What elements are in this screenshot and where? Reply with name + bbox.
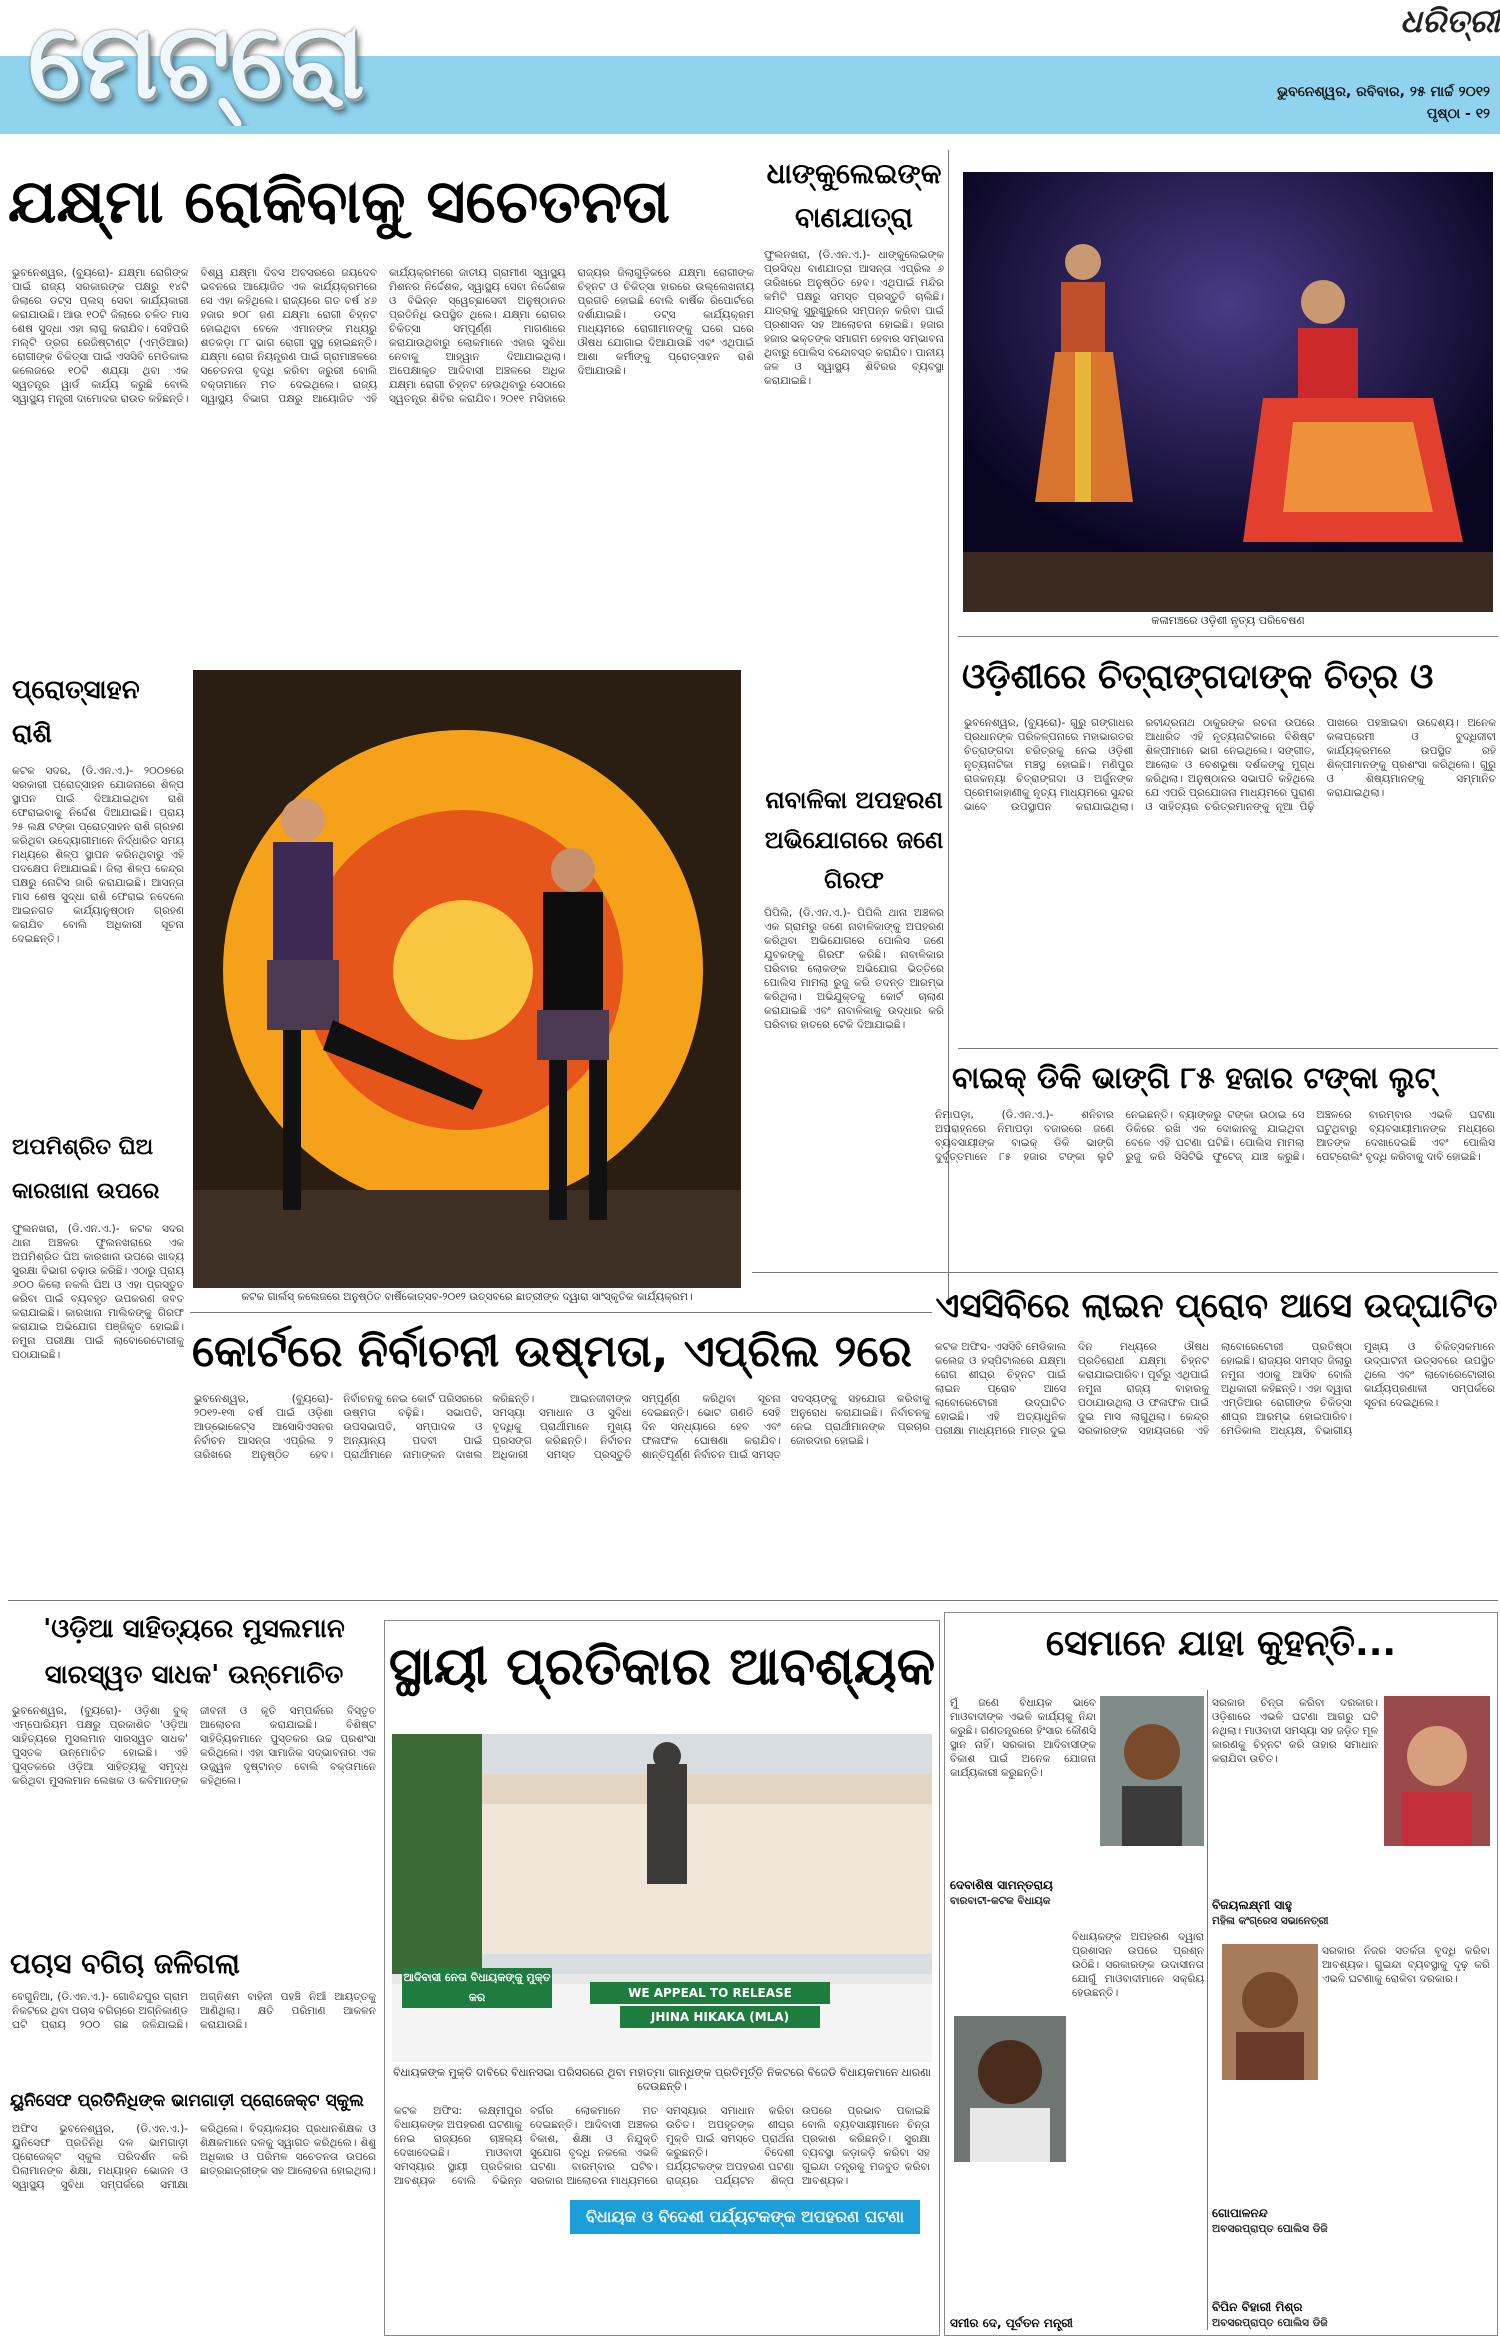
portrait-1 — [1100, 1696, 1204, 1846]
ghee-headline: ଅପମିଶ୍ରିତ ଘିଅ କାରଖାନା ଉପରେ — [12, 1135, 160, 1204]
section-title: ମେଟ୍ରୋ — [28, 0, 365, 122]
college-photo — [193, 670, 741, 1288]
quote-2: ସରକାର ଚିନ୍ତା କରିବା ଦରକାର। ଓଡ଼ିଶାରେ ଏଭଳି ଘଟଣା ଆଗରୁ ଘଟି ନଥିଲା। ମାଓବାଦୀ ସମସ୍ୟା ସହ ଜଡ଼ିତ ମୂଳ କାରଣକୁ ଚିହ୍ନଟ କରି ତାହାର ସମାଧାନ କରାଯିବା ଉଚିତ। — [1212, 1697, 1378, 1765]
rule — [958, 1048, 1498, 1049]
rule — [958, 636, 1498, 637]
unicef-headline: ୟୁନିସେଫ ପ୍ରତିନିଧିଙ୍କ ଭାମଗାଡ଼ୀ ପ୍ରୋଜେକ୍ଟ ସ୍କୁଲ — [10, 2091, 364, 2111]
lineprobe-headline: ଏସସିବିରେ ଲାଇନ ପ୍ରୋବ ଆସେ ଉଦ୍‌ଘାଟିତ — [935, 1286, 1498, 1326]
yatra-headline: ଧାଙ୍କୁଲେଇଙ୍କ ବାଣଯାତ୍ରା — [766, 157, 942, 234]
chitrangada-body: ଭୁବନେଶ୍ୱର, (ବ୍ୟୁରୋ)- ଗୁରୁ ଗଙ୍ଗାଧର ପ୍ରଧାନଙ୍କ ପରିକଳ୍ପନାରେ ମହାଭାରତର ଚିତ୍ରାଙ୍ଗଦା ଚରିତ୍ରକୁ ନେଇ ଓଡ଼ିଶୀ ନୃତ୍ୟନାଟିକା ମଞ୍ଚସ୍ଥ ହୋଇଛି। ମଣିପୁର ରାଜକନ୍ୟା ଚିତ୍ରାଙ୍ଗଦା ଓ ଅର୍ଜୁନଙ୍କ ପ୍ରେମକାହାଣୀକୁ ନୃତ୍ୟ ମାଧ୍ୟମରେ ସୁନ୍ଦର ଭାବେ ଉପସ୍ଥାପନ କରାଯାଇଥିଲା। ରବୀନ୍ଦ୍ରନାଥ ଠାକୁରଙ୍କ ରଚନା ଉପରେ ଆଧାରିତ ଏହି ନୃତ୍ୟନାଟିକାରେ ବିଶିଷ୍ଟ ଶିଳ୍ପୀମାନେ ଭାଗ ନେଇଥିଲେ। ସଙ୍ଗୀତ, ଆଲୋକ ଓ ବେଶଭୂଷା ଦର୍ଶକଙ୍କୁ ମୁଗ୍ଧ କରିଥିଲା। ଅନୁଷ୍ଠାନର ସଭାପତି କହିଥିଲେ ଯେ ଏପରି ପ୍ରଯୋଜନା ମାଧ୍ୟମରେ ପୁରାଣ ଓ ସାହିତ୍ୟର ଚରିତ୍ରମାନଙ୍କୁ ନୂଆ ପିଢ଼ି ପାଖରେ ପହଞ୍ଚାଇବା ଉଦ୍ଦେଶ୍ୟ। ଅନେକ କଳାପ୍ରେମୀ ଓ ବୁଦ୍ଧିଜୀବୀ କାର୍ଯ୍ୟକ୍ରମରେ ଉପସ୍ଥିତ ରହି ଶିଳ୍ପୀମାନଙ୍କୁ ପ୍ରଶଂସା କରିଥିଲେ। ଗୁରୁ ଓ ଶିଷ୍ୟମାନଙ୍କୁ ସମ୍ମାନିତ କରାଯାଇଥିଲା। — [964, 717, 1496, 813]
garden-headline: ପଚାସ ବଗିଚା ଜଳିଗଲା — [10, 1947, 240, 1980]
remedy-highlight: ବିଧାୟକ ଓ ବିଦେଶୀ ପର୍ଯ୍ୟଟକଙ୍କ ଅପହରଣ ଘଟଣା — [570, 2200, 920, 2234]
portrait-3 — [954, 2016, 1066, 2162]
portrait-2 — [1384, 1696, 1490, 1846]
role-4: ଅବସରପ୍ରାପ୍ତ ପୋଲିସ ଡିଜି — [1212, 2317, 1328, 2329]
quote-1: ମୁଁ ଜଣେ ବିଧାୟକ ଭାବେ ମାଓବାଦୀଙ୍କ ଏଭଳି କାର୍ଯ୍ୟକୁ ନିନ୍ଦା କରୁଛି। ଗଣତନ୍ତ୍ରରେ ହିଂସାର କୌଣସି ସ୍ଥାନ ନାହିଁ। ସରକାର ଆଦିବାସୀଙ୍କ ବିକାଶ ପାଇଁ ଅନେକ ଯୋଜନା କାର୍ଯ୍ୟକାରୀ କରୁଛନ୍ତି। — [950, 1697, 1096, 1779]
name-3: ଗୋପାଳନନ୍ଦ — [1212, 2206, 1268, 2220]
tb-headline: ଯକ୍ଷ୍ମା ରୋକିବାକୁ ସଚେତନତା — [8, 167, 670, 237]
dance-photo — [963, 172, 1493, 612]
name-2: ବିଜୟଲକ୍ଷ୍ମୀ ସାହୁ — [1212, 1898, 1292, 1912]
assembly-photo-caption: ବିଧାୟକଙ୍କ ମୁକ୍ତି ଦାବିରେ ବିଧାନସଭା ପରିସରରେ ଥିବା ମହାତ୍ମା ଗାନ୍ଧିଙ୍କ ପ୍ରତିମୂର୍ତ୍ତି ନିକଟରେ ବିଜେଡି ବିଧାୟକମାନେ ଧାରଣା ଦେଉଛନ୍ତି। — [393, 2066, 931, 2093]
assembly-banner-3: JHINA HIKAKA (MLA) — [620, 2006, 820, 2028]
rule — [752, 1272, 1498, 1273]
name-4: ବିପିନ ବିହାରୀ ମିଶ୍ର — [1212, 2300, 1303, 2314]
bike-headline: ବାଇକ୍ ଡିକି ଭାଙ୍ଗି ୮୫ ହଜାର ଟଙ୍କା ଲୁଟ୍ — [952, 1061, 1436, 1096]
footer-name: ସମୀର ଦେ, ପୂର୍ବତନ ମନ୍ତ୍ରୀ — [950, 2316, 1073, 2330]
bike-body: ନିମାପଡ଼ା, (ଡି.ଏନ.ଏ.)- ଶନିବାର ଅପରାହ୍ନରେ ନିମାପଡ଼ା ବଜାରରେ ଜଣେ ବ୍ୟବସାୟୀଙ୍କ ବାଇକ୍ ଡିକି ଭାଙ୍ଗି ଦୁର୍ବୃତ୍ତମାନେ ୮୫ ହଜାର ଟଙ୍କା ଲୁଟି ନେଇଛନ୍ତି। ବ୍ୟାଙ୍କରୁ ଟଙ୍କା ଉଠାଇ ସେ ଡିକିରେ ରଖି ଏକ ଦୋକାନକୁ ଯାଇଥିବା ବେଳେ ଏହି ଘଟଣା ଘଟିଛି। ପୋଲିସ ମାମଲା ରୁଜୁ କରି ସିସିଟିଭି ଫୁଟେଜ୍ ଯାଞ୍ଚ କରୁଛି। ଅଞ୍ଚଳରେ ବାରମ୍ବାର ଏଭଳି ଘଟଣା ଘଟୁଥିବାରୁ ବ୍ୟବସାୟୀମାନଙ୍କ ମଧ୍ୟରେ ଆତଙ୍କ ଦେଖାଦେଇଛି ଏବଂ ପୋଲିସ ପେଟ୍ରୋଲିଂ ବୃଦ୍ଧି କରିବାକୁ ଦାବି ହୋଇଛି। — [935, 1109, 1495, 1163]
role-1: ବାରବାଟୀ-କଟକ ବିଧାୟକ — [950, 1895, 1051, 1907]
unicef-body: ଅଫିସ ଭୁବନେଶ୍ୱର, (ଡି.ଏନ.ଏ.)- ୟୁନିସେଫ ପ୍ରତିନିଧି ଦଳ ଭାମଗାଡ଼ୀ ପ୍ରୋଜେକ୍ଟ ସ୍କୁଲ ପରିଦର୍ଶନ କରି ପିଲାମାନଙ୍କ ଶିକ୍ଷା, ମଧ୍ୟାହ୍ନ ଭୋଜନ ଓ ସ୍ୱାସ୍ଥ୍ୟ ସୁବିଧା ସମ୍ପର୍କରେ ସମୀକ୍ଷା କରିଥିଲେ। ବିଦ୍ୟାଳୟର ପ୍ରଧାନଶିକ୍ଷକ ଓ ଶିକ୍ଷକମାନେ ଦଳକୁ ସ୍ୱାଗତ କରିଥିଲେ। ଶିଶୁ ଅଧିକାର ଓ ପରିମଳ ସଚେତନତା ଉପରେ ଛାତ୍ରଛାତ୍ରୀଙ୍କ ସହ ଆଲୋଚନା ହୋଇଥିଲା। — [12, 2123, 376, 2191]
rule — [190, 1312, 932, 1313]
dateline: ଭୁବନେଶ୍ୱର, ରବିବାର, ୨୫ ମାର୍ଚ୍ଚ ୨୦୧୨ — [1277, 84, 1490, 100]
court-body: ଭୁବନେଶ୍ୱର, (ବ୍ୟୁରୋ)- ୨୦୧୨-୧୩ ବର୍ଷ ପାଇଁ ଓଡ଼ିଶା ଆଡ୍ଭୋକେଟ୍ସ ଆସୋସିଏସନର ନିର୍ବାଚନ ଆସନ୍ତା ଏପ୍ରିଲ ୨ ତାରିଖରେ ଅନୁଷ୍ଠିତ ହେବ। ନିର୍ବାଚନକୁ ନେଇ କୋର୍ଟ ପରିସରରେ ଉଷ୍ମତା ବଢ଼ିଛି। ସଭାପତି, ଉପସଭାପତି, ସମ୍ପାଦକ ଓ ଅନ୍ୟାନ୍ୟ ପଦବୀ ପାଇଁ ପ୍ରାର୍ଥୀମାନେ ନାମାଙ୍କନ ଦାଖଲ କରିଛନ୍ତି। ଆଇନଜୀବୀଙ୍କ ସମସ୍ୟା ସମାଧାନ ଓ ସୁବିଧା ବୃଦ୍ଧିକୁ ପ୍ରାର୍ଥୀମାନେ ମୁଖ୍ୟ ପ୍ରସଙ୍ଗ କରିଛନ୍ତି। ନିର୍ବାଚନ ଅଧିକାରୀ ସମସ୍ତ ପ୍ରସ୍ତୁତି ସମ୍ପୂର୍ଣ୍ଣ କରିଥିବା ସୂଚନା ଦେଇଛନ୍ତି। ଭୋଟ ଗଣତି ସେହି ଦିନ ସନ୍ଧ୍ୟାରେ ହେବ ଏବଂ ଫଳାଫଳ ଘୋଷଣା କରାଯିବ। ଶାନ୍ତିପୂର୍ଣ୍ଣ ନିର୍ବାଚନ ପାଇଁ ସମସ୍ତ ସଦସ୍ୟଙ୍କୁ ସହଯୋଗ କରିବାକୁ ଅନୁରୋଧ କରାଯାଇଛି। ନିର୍ବାଚନକୁ ନେଇ ପ୍ରାର୍ଥୀମାନଙ୍କ ପ୍ରଚାର ଜୋରଦାର ହୋଇଛି। — [194, 1393, 930, 1461]
assembly-banner-1: ଆଦିବାସୀ ନେତା ବିଧାୟକଙ୍କୁ ମୁକ୍ତ କର — [402, 1968, 552, 2008]
quote-3: ବିଧାୟକଙ୍କ ଅପହରଣ ଦ୍ୱାରା ପ୍ରଶାସନ ଉପରେ ପ୍ରଶ୍ନ ଉଠିଛି। ସରକାରଙ୍କ ଉଦାସୀନତା ଯୋଗୁଁ ମାଓବାଦୀମାନେ ସକ୍ରିୟ ହେଉଛନ୍ତି। — [1072, 1931, 1204, 1999]
opinions-headline: ସେମାନେ ଯାହା କୁହନ୍ତି... — [1045, 1623, 1397, 1664]
lineprobe-body: କଟକ ଅଫିସ- ଏସସିବି ମେଡିକାଲ କଲେଜ ଓ ହସ୍ପିଟାଲରେ ଯକ୍ଷ୍ମା ରୋଗ ଶୀଘ୍ର ଚିହ୍ନଟ ପାଇଁ ଲାଇନ ପ୍ରୋବ ଆସେ ଲାବୋରେଟୋରୀ ଉଦ୍‌ଘାଟିତ ହୋଇଛି। ଏହି ଅତ୍ୟାଧୁନିକ ପରୀକ୍ଷା ମାଧ୍ୟମରେ ମାତ୍ର ଦୁଇ ଦିନ ମଧ୍ୟରେ ଔଷଧ ପ୍ରତିରୋଧୀ ଯକ୍ଷ୍ମା ଚିହ୍ନଟ କରାଯାଇପାରିବ। ପୂର୍ବରୁ ଏଥିପାଇଁ ନମୁନା ରାଜ୍ୟ ବାହାରକୁ ପଠାଯାଉଥିଲା ଓ ଫଳାଫଳ ପାଇଁ ଦୁଇ ମାସ ଲାଗୁଥିଲା। କେନ୍ଦ୍ର ସରକାରଙ୍କ ସହାୟତାରେ ଏହି ଲାବୋରେଟୋରୀ ପ୍ରତିଷ୍ଠା ହୋଇଛି। ରାଜ୍ୟର ସମସ୍ତ ଜିଲାରୁ ନମୁନା ଏଠାକୁ ଆସିବ ବୋଲି ଅଧିକାରୀ କହିଛନ୍ତି। ଏହା ଦ୍ୱାରା ଏମ୍ଡିଆର ରୋଗୀଙ୍କ ଚିକିତ୍ସା ଶୀଘ୍ର ଆରମ୍ଭ ହୋଇପାରିବ। ମେଡିକାଲ ଅଧ୍ୟକ୍ଷ, ବିଭାଗୀୟ ମୁଖ୍ୟ ଓ ଚିକିତ୍ସକମାନେ ଉଦ୍‌ଘାଟନୀ ଉତ୍ସବରେ ଉପସ୍ଥିତ ଥିଲେ ଏବଂ ଲାବୋରେଟୋରୀର କାର୍ଯ୍ୟପ୍ରଣାଳୀ ସମ୍ପର୍କରେ ସୂଚନା ଦେଇଥିଲେ। — [935, 1341, 1495, 1437]
kidnap-body: ପିପିଲି, (ଡି.ଏନ.ଏ.)- ପିପିଲି ଥାନା ଅଞ୍ଚଳର ଏକ ଗ୍ରାମରୁ ଜଣେ ନାବାଳିକାଙ୍କୁ ଅପହରଣ କରିଥିବା ଅଭିଯୋଗରେ ପୋଲିସ ଜଣେ ଯୁବକଙ୍କୁ ଗିରଫ କରିଛି। ନାବାଳିକାର ପରିବାର ଲୋକଙ୍କ ଅଭିଯୋଗ ଭିତ୍ତିରେ ପୋଲିସ ମାମଲା ରୁଜୁ କରି ତଦନ୍ତ ଆରମ୍ଭ କରିଥିଲା। ଅଭିଯୁକ୍ତକୁ କୋର୍ଟ ଚାଲାଣ କରାଯାଇଛି ଏବଂ ନାବାଳିକାକୁ ଉଦ୍ଧାର କରି ପରିବାର ହାତରେ ଟେକି ଦିଆଯାଇଛି। — [764, 907, 944, 1031]
kidnap-headline: ନାବାଳିକା ଅପହରଣ ଅଭିଯୋଗରେ ଜଣେ ଗିରଫ — [764, 786, 944, 894]
tb-body: ଭୁବନେଶ୍ୱର, (ବ୍ୟୁରୋ)- ଯକ୍ଷ୍ମା ରୋଗିଙ୍କ ପାଇଁ ରାଜ୍ୟ ସରକାରଙ୍କ ପକ୍ଷରୁ ୧୪ଟି ଜିଲାରେ ଡଟ୍ସ ପ୍ଲସ୍ ସେବା କାର୍ଯ୍ୟକାରୀ କରାଯାଉଛି। ଆଉ ୧୦ଟି ଜିଲାରେ ଚଳିତ ମାସ ଶେଷ ସୁଦ୍ଧା ଏହା ଲାଗୁ କରାଯିବ। ସେହିପରି ମଲ୍ଟି ଡ୍ରଗ ରେଜିଷ୍ଟାଣ୍ଟ (ଏମ୍ଡିଆର) ରୋଗୀଙ୍କ ଚିକିତ୍ସା ପାଇଁ ଏସସିବି ମେଡିକାଲ କଲେଜରେ ୧୦ଟି ଶଯ୍ୟା ଥିବା ଏକ ସ୍ୱତନ୍ତ୍ର ୱାର୍ଡ କାର୍ଯ୍ୟ କରୁଛି ବୋଲି ସ୍ୱାସ୍ଥ୍ୟ ମନ୍ତ୍ରୀ ଦାମୋଦର ରାଉତ କହିଛନ୍ତି। ବିଶ୍ୱ ଯକ୍ଷ୍ମା ଦିବସ ଅବସରରେ ଜୟଦେବ ଭବନରେ ଆୟୋଜିତ ଏକ କାର୍ଯ୍ୟକ୍ରମରେ ସେ ଏହା କହିଥିଲେ। ରାଜ୍ୟରେ ଗତ ବର୍ଷ ୪୬ ହଜାର ୭୦୮ ଜଣ ଯକ୍ଷ୍ମା ରୋଗୀ ଚିହ୍ନଟ ହୋଇଥିବା ବେଳେ ଏମାନଙ୍କ ମଧ୍ୟରୁ ଶତକଡ଼ା ୮୮ ଭାଗ ରୋଗୀ ସୁସ୍ଥ ହୋଇଛନ୍ତି। ଯକ୍ଷ୍ମା ରୋଗ ନିୟନ୍ତ୍ରଣ ପାଇଁ ଗ୍ରାମାଞ୍ଚଳରେ ସଚେତନତା ବୃଦ୍ଧି କରିବା ଜରୁରୀ ବୋଲି ବକ୍ତାମାନେ ମତ ଦେଇଥିଲେ। ରାଜ୍ୟ ସ୍ୱାସ୍ଥ୍ୟ ବିଭାଗ ପକ୍ଷରୁ ଆୟୋଜିତ ଏହି କାର୍ଯ୍ୟକ୍ରମରେ ଜାତୀୟ ଗ୍ରାମୀଣ ସ୍ୱାସ୍ଥ୍ୟ ମିଶନର ନିର୍ଦ୍ଦେଶକ, ସ୍ୱାସ୍ଥ୍ୟ ସେବା ନିର୍ଦ୍ଦେଶକ ଓ ବିଭିନ୍ନ ସ୍ୱେଚ୍ଛାସେବୀ ଅନୁଷ୍ଠାନର ପ୍ରତିନିଧି ଉପସ୍ଥିତ ଥିଲେ। ଯକ୍ଷ୍ମା ରୋଗର ଚିକିତ୍ସା ସମ୍ପୂର୍ଣ୍ଣ ମାଗଣାରେ କରାଯାଉଥିବାରୁ ଲୋକମାନେ ଏହାର ସୁବିଧା ନେବାକୁ ଆହ୍ୱାନ ଦିଆଯାଇଥିଲା। ଅପେକ୍ଷାକୃତ ଆଦିବାସୀ ଅଞ୍ଚଳରେ ଅଧିକ ଯକ୍ଷ୍ମା ରୋଗୀ ଚିହ୍ନଟ ହେଉଥିବାରୁ ସେଠାରେ ସ୍ୱତନ୍ତ୍ର ଶିବିର କରାଯିବ। ୨୦୧୧ ମସିହାରେ ରାଜ୍ୟର ଜିଲାଗୁଡ଼ିକରେ ଯକ୍ଷ୍ମା ରୋଗୀଙ୍କ ଚିହ୍ନଟ ଓ ଚିକିତ୍ସା ହାରରେ ଉଲ୍ଲେଖନୀୟ ପ୍ରଗତି ହୋଇଛି ବୋଲି ବାର୍ଷିକ ରିପୋର୍ଟରେ ଦର୍ଶାଯାଇଛି। ଡଟ୍ସ କାର୍ଯ୍ୟକ୍ରମ ମାଧ୍ୟମରେ ରୋଗୀମାନଙ୍କୁ ଘରେ ଘରେ ଔଷଧ ଯୋଗାଇ ଦିଆଯାଉଛି ଏବଂ ଏଥିପାଇଁ ଆଶା କର୍ମୀଙ୍କୁ ପ୍ରୋତ୍ସାହନ ରାଶି ଦିଆଯାଉଛି। — [12, 267, 754, 405]
brand-logo: ଧରିତ୍ରୀ — [1400, 2, 1500, 40]
role-2: ମହିଳା କଂଗ୍ରେସ ସଭାନେତ୍ରୀ — [1212, 1915, 1329, 1927]
name-1: ଦେବାଶିଷ ସାମନ୍ତରାୟ — [950, 1878, 1053, 1892]
college-photo-caption: କଟକ ଗାର୍ଲସ୍ କଲେଜରେ ଅନୁଷ୍ଠିତ ବାର୍ଷିକୋତ୍ସବ-୨୦୧୨ ଉତ୍ସବରେ ଛାତ୍ରୀଙ୍କ ଦ୍ୱାରା ସାଂସ୍କୃତିକ କାର୍ଯ୍ୟକ୍ରମ। — [241, 1291, 693, 1303]
portrait-4 — [1222, 1944, 1318, 2080]
quote-4: ସରକାର ନିଜର ସତର୍କତା ବୃଦ୍ଧି କରିବା ଆବଶ୍ୟକ। ଗୁଇନ୍ଦା ବ୍ୟବସ୍ଥାକୁ ଦୃଢ଼ କରି ଏଭଳି ଘଟଣାକୁ ରୋକିବା ଦରକାର। — [1322, 1945, 1490, 1985]
yatra-body: ଫୁଲନଖରା, (ଡି.ଏନ.ଏ.)- ଧାଙ୍କୁଲେଇଙ୍କ ପ୍ରସିଦ୍ଧ ବାଣଯାତ୍ରା ଆସନ୍ତା ଏପ୍ରିଲ ୬ ତାରିଖରେ ଅନୁଷ୍ଠିତ ହେବ। ଏଥିପାଇଁ ମନ୍ଦିର କମିଟି ପକ୍ଷରୁ ସମସ୍ତ ପ୍ରସ୍ତୁତି ଚାଲିଛି। ଯାତ୍ରାକୁ ସୁରୁଖୁରୁରେ ସମ୍ପନ୍ନ କରିବା ପାଇଁ ପ୍ରଶାସନ ସହ ଆଲୋଚନା ହୋଇଛି। ହଜାର ହଜାର ଭକ୍ତଙ୍କ ସମାଗମ ହେବାର ସମ୍ଭାବନା ଥିବାରୁ ପୋଲିସ ବନ୍ଦୋବସ୍ତ କରାଯିବ। ପାନୀୟ ଜଳ ଓ ସ୍ୱାସ୍ଥ୍ୟ ଶିବିରର ବ୍ୟବସ୍ଥା କରାଯାଇଛି। — [764, 249, 944, 387]
sahitya-headline: 'ଓଡ଼ିଆ ସାହିତ୍ୟରେ ମୁସଲମାନ ସାରସ୍ୱତ ସାଧକ' ଉନ୍ମୋଚିତ — [43, 1614, 345, 1690]
bonus-headline: ପ୍ରୋତ୍ସାହନ ରାଶି — [12, 675, 140, 749]
remedy-headline: ସ୍ଥାୟୀ ପ୍ରତିକାର ଆବଶ୍ୟକ — [388, 1637, 936, 1697]
sahitya-body: ଭୁବନେଶ୍ୱର, (ବ୍ୟୁରୋ)- ଓଡ଼ିଶା ବୁକ୍ ଏମ୍ପୋରିୟମ ପକ୍ଷରୁ ପ୍ରକାଶିତ 'ଓଡ଼ିଆ ସାହିତ୍ୟରେ ମୁସଲମାନ ସାରସ୍ୱତ ସାଧକ' ପୁସ୍ତକ ଉନ୍ମୋଚିତ ହୋଇଛି। ଏହି ପୁସ୍ତକରେ ଓଡ଼ିଆ ସାହିତ୍ୟକୁ ସମୃଦ୍ଧ କରିଥିବା ମୁସଲମାନ ଲେଖକ ଓ କବିମାନଙ୍କ ଜୀବନୀ ଓ କୃତି ସମ୍ପର୍କରେ ବିସ୍ତୃତ ଆଲୋଚନା କରାଯାଇଛି। ବିଶିଷ୍ଟ ସାହିତ୍ୟିକମାନେ ପୁସ୍ତକର ଉଚ୍ଚ ପ୍ରଶଂସା କରିଥିଲେ। ଏହା ସାମାଜିକ ସଦ୍‌ଭାବନାର ଏକ ଉଜ୍ଜ୍ୱଳ ଦୃଷ୍ଟାନ୍ତ ବୋଲି ବକ୍ତାମାନେ କହିଥିଲେ। — [12, 1705, 376, 1787]
bonus-body: କଟକ ସଦର, (ଡି.ଏନ.ଏ.)- ୨୦୦୭ରେ ସରକାରୀ ପ୍ରୋତ୍ସାହନ ଯୋଜନାରେ ଶିଳ୍ପ ସ୍ଥାପନ ପାଇଁ ଦିଆଯାଇଥିବା ରାଶି ଫେରାଇବାକୁ ନିର୍ଦ୍ଦେଶ ଦିଆଯାଇଛି। ପ୍ରାୟ ୨୫ ଲକ୍ଷ ଟଙ୍କା ପ୍ରୋତ୍ସାହନ ରାଶି ଗ୍ରହଣ କରିଥିବା ଉଦ୍ୟୋଗୀମାନେ ନିର୍ଦ୍ଧାରିତ ସମୟ ମଧ୍ୟରେ ଶିଳ୍ପ ସ୍ଥାପନ କରିନଥିବାରୁ ଏହି ପଦକ୍ଷେପ ନିଆଯାଇଛି। ଜିଲା ଶିଳ୍ପ କେନ୍ଦ୍ର ପକ୍ଷରୁ ନୋଟିସ ଜାରି କରାଯାଇଛି। ଆସନ୍ତା ମାସ ଶେଷ ସୁଦ୍ଧା ରାଶି ଫେରାଇ ନଦେଲେ ଆଇନଗତ କାର୍ଯ୍ୟାନୁଷ୍ଠାନ ଗ୍ରହଣ କରାଯିବ ବୋଲି ଅଧିକାରୀ ସୂଚନା ଦେଇଛନ୍ତି। — [12, 765, 184, 945]
role-3: ଅବସରପ୍ରାପ୍ତ ପୋଲିସ ଡିଜି — [1212, 2223, 1328, 2235]
remedy-body: କଟକ ଅଫିସ: ଲକ୍ଷ୍ମୀପୁର ବିଧାୟକଙ୍କ ଅପହରଣ ଘଟଣାକୁ ନେଇ ରାଜ୍ୟରେ ଚାଞ୍ଚଲ୍ୟ ଦେଖାଦେଇଛି। ମାଓବାଦୀ ସମସ୍ୟାର ସ୍ଥାୟୀ ପ୍ରତିକାର ଆବଶ୍ୟକ ବୋଲି ବିଭିନ୍ନ ବର୍ଗର ଲୋକମାନେ ମତ ଦେଇଛନ୍ତି। ଆଦିବାସୀ ଅଞ୍ଚଳର ବିକାଶ, ଶିକ୍ଷା ଓ ନିଯୁକ୍ତି ସୁଯୋଗ ବୃଦ୍ଧି ନକଲେ ଏଭଳି ଘଟଣା ବାରମ୍ବାର ଘଟିବ। ସରକାର ଆଲୋଚନା ମାଧ୍ୟମରେ ସମସ୍ୟାର ସମାଧାନ କରିବା ଉଚିତ। ଅପହୃତଙ୍କ ଶୀଘ୍ର ମୁକ୍ତି ପାଇଁ ସମସ୍ତେ ପ୍ରାର୍ଥନା କରୁଛନ୍ତି। ବିଦେଶୀ ପର୍ଯ୍ୟଟକଙ୍କ ଅପହରଣ ଘଟଣା ରାଜ୍ୟର ପର୍ଯ୍ୟଟନ ଶିଳ୍ପ ଉପରେ ପ୍ରଭାବ ପକାଇଛି ବୋଲି ବ୍ୟବସାୟୀମାନେ ଚିନ୍ତା ପ୍ରକାଶ କରିଛନ୍ତି। ସୁରକ୍ଷା ବ୍ୟବସ୍ଥା କଡ଼ାକଡ଼ି କରିବା ସହ ଗୁଇନ୍ଦା ତନ୍ତ୍ରକୁ ମଜବୁତ କରିବା ଆବଶ୍ୟକ। — [394, 2105, 930, 2187]
assembly-banner-2: WE APPEAL TO RELEASE — [590, 1982, 830, 2004]
rule — [8, 1600, 1498, 1601]
court-headline: କୋର୍ଟରେ ନିର୍ବାଚନୀ ଉଷ୍ମତା, ଏପ୍ରିଲ ୨ରେ — [192, 1326, 912, 1377]
ghee-body: ଫୁଲନଖରା, (ଡି.ଏନ.ଏ.)- କଟକ ସଦର ଥାନା ଅଞ୍ଚଳର ଫୁଲନଖରାରେ ଏକ ଅପମିଶ୍ରିତ ଘିଅ କାରଖାନା ଉପରେ ଖାଦ୍ୟ ସୁରକ୍ଷା ବିଭାଗ ଚଢ଼ାଉ କରିଛି। ଏଠାରୁ ପ୍ରାୟ ୬୦୦ କିଲୋ ନକଲି ଘିଅ ଓ ଏହା ପ୍ରସ୍ତୁତ କରିବା ପାଇଁ ବ୍ୟବହୃତ ଉପକରଣ ଜବତ କରାଯାଇଛି। କାରଖାନା ମାଲିକଙ୍କୁ ଗିରଫ କରାଯାଇ ଅଭିଯୋଗ ପଞ୍ଜିକୃତ ହୋଇଛି। ନମୁନା ପରୀକ୍ଷା ପାଇଁ ଲାବୋରେଟୋରୀକୁ ପଠାଯାଇଛି। — [12, 1223, 184, 1361]
garden-body: ବେଗୁନିଆ, (ଡି.ଏନ.ଏ.)- ଗୋବିନ୍ଦପୁର ଗ୍ରାମ ନିକଟରେ ଥିବା ପଚାସ ବଗିଚାରେ ଅଗ୍ନିକାଣ୍ଡ ଘଟି ପ୍ରାୟ ୨୦୦ ଗଛ ଜଳିଯାଇଛି। ଅଗ୍ନିଶମ ବାହିନୀ ପହଞ୍ଚି ନିଆଁ ଆୟତ୍ତକୁ ଆଣିଥିଲା। କ୍ଷତି ପରିମାଣ ଆକଳନ କରାଯାଉଛି। — [12, 1991, 376, 2031]
dance-photo-caption: କଳାମଞ୍ଚରେ ଓଡ଼ିଶୀ ନୃତ୍ୟ ପରିବେଷଣ — [1151, 614, 1305, 627]
page-number: ପୃଷ୍ଠା - ୧୨ — [1426, 106, 1490, 122]
chitrangada-headline: ଓଡ଼ିଶୀରେ ଚିତ୍ରାଙ୍ଗଦାଙ୍କ ଚିତ୍ର ଓ — [962, 657, 1434, 697]
rule — [1207, 1690, 1208, 2330]
